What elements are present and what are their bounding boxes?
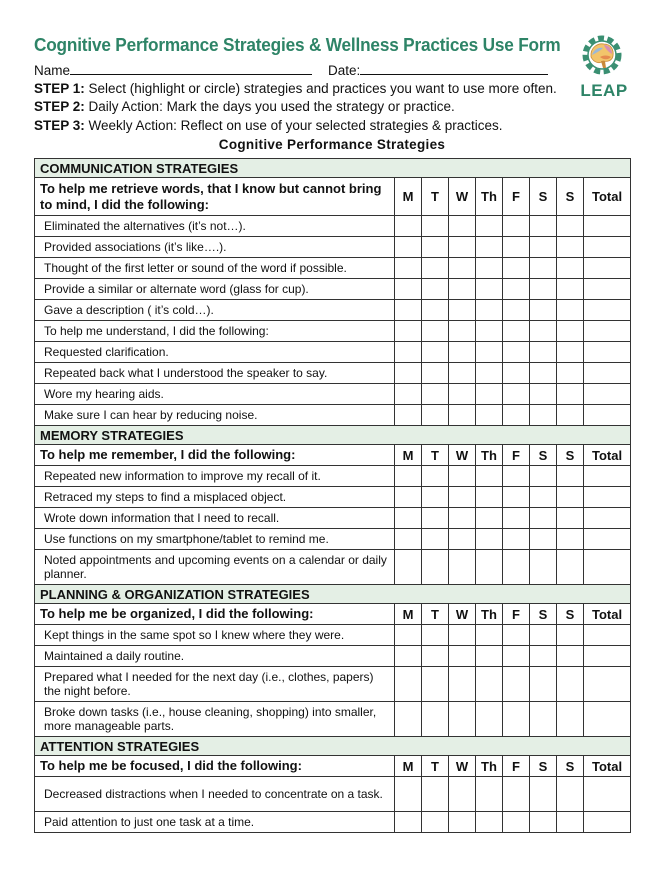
day-check-cell[interactable] <box>476 363 503 384</box>
day-check-cell[interactable] <box>530 529 557 550</box>
day-check-cell[interactable] <box>530 342 557 363</box>
day-check-cell[interactable] <box>530 812 557 833</box>
day-check-cell[interactable] <box>422 667 449 702</box>
day-check-cell[interactable] <box>476 508 503 529</box>
day-check-cell[interactable] <box>584 405 631 426</box>
day-header: Th <box>476 445 503 466</box>
day-check-cell[interactable] <box>422 529 449 550</box>
strategy-row <box>35 258 631 279</box>
day-check-cell[interactable] <box>557 702 584 737</box>
strategy-row <box>35 646 631 667</box>
day-check-cell[interactable] <box>476 646 503 667</box>
day-check-cell[interactable] <box>557 508 584 529</box>
section-prompt: To help me retrieve words, that I know but cannot bring to mind, I did the following: <box>35 178 395 216</box>
day-check-cell[interactable] <box>395 646 422 667</box>
day-check-cell[interactable] <box>584 508 631 529</box>
day-check-cell[interactable] <box>584 216 631 237</box>
day-check-cell[interactable] <box>395 625 422 646</box>
date-label: Date: <box>328 63 361 78</box>
day-check-cell[interactable] <box>503 321 530 342</box>
day-check-cell[interactable] <box>476 466 503 487</box>
day-check-cell[interactable] <box>530 321 557 342</box>
section-header <box>35 737 631 756</box>
day-check-cell[interactable] <box>584 702 631 737</box>
day-check-cell[interactable] <box>476 667 503 702</box>
day-check-cell[interactable] <box>395 384 422 405</box>
day-check-cell[interactable] <box>503 466 530 487</box>
day-check-cell[interactable] <box>584 529 631 550</box>
day-check-cell[interactable] <box>503 279 530 300</box>
strategy-row <box>35 363 631 384</box>
day-check-cell[interactable] <box>530 405 557 426</box>
strategy-label[interactable]: Maintained a daily routine. <box>35 646 395 667</box>
strategy-label[interactable]: Noted appointments and upcoming events on a calendar or daily planner. <box>35 550 395 585</box>
day-header: Th <box>476 756 503 777</box>
strategy-label[interactable]: Paid attention to just one task at a time. <box>35 812 395 833</box>
date-field[interactable] <box>360 62 548 75</box>
day-check-cell[interactable] <box>557 363 584 384</box>
column-header-row <box>35 445 631 466</box>
day-check-cell[interactable] <box>395 508 422 529</box>
section-header <box>35 585 631 604</box>
day-check-cell[interactable] <box>503 363 530 384</box>
day-check-cell[interactable] <box>584 342 631 363</box>
day-check-cell[interactable] <box>476 405 503 426</box>
day-check-cell[interactable] <box>422 812 449 833</box>
day-header: S <box>557 445 584 466</box>
day-check-cell[interactable] <box>422 625 449 646</box>
day-check-cell[interactable] <box>395 216 422 237</box>
day-check-cell[interactable] <box>395 702 422 737</box>
strategy-row <box>35 279 631 300</box>
day-check-cell[interactable] <box>422 216 449 237</box>
day-check-cell[interactable] <box>584 363 631 384</box>
day-check-cell[interactable] <box>557 667 584 702</box>
strategy-label[interactable]: Use functions on my smartphone/tablet to remind me. <box>35 529 395 550</box>
day-check-cell[interactable] <box>557 384 584 405</box>
day-check-cell[interactable] <box>503 702 530 737</box>
day-check-cell[interactable] <box>584 300 631 321</box>
day-check-cell[interactable] <box>476 529 503 550</box>
day-header: S <box>557 178 584 216</box>
day-check-cell[interactable] <box>530 216 557 237</box>
day-check-cell[interactable] <box>449 508 476 529</box>
day-check-cell[interactable] <box>422 646 449 667</box>
day-check-cell[interactable] <box>422 300 449 321</box>
section-header <box>35 426 631 445</box>
section-header <box>35 159 631 178</box>
day-check-cell[interactable] <box>476 487 503 508</box>
day-check-cell[interactable] <box>449 258 476 279</box>
strategies-table <box>34 158 631 833</box>
day-check-cell[interactable] <box>584 466 631 487</box>
day-check-cell[interactable] <box>557 258 584 279</box>
day-check-cell[interactable] <box>557 237 584 258</box>
day-check-cell[interactable] <box>503 216 530 237</box>
day-check-cell[interactable] <box>449 529 476 550</box>
strategy-row <box>35 702 631 737</box>
day-header: T <box>422 604 449 625</box>
day-header: S <box>530 756 557 777</box>
strategy-row <box>35 550 631 585</box>
column-header-row <box>35 756 631 777</box>
day-check-cell[interactable] <box>530 550 557 585</box>
day-check-cell[interactable] <box>422 279 449 300</box>
day-check-cell[interactable] <box>584 625 631 646</box>
day-check-cell[interactable] <box>557 342 584 363</box>
day-check-cell[interactable] <box>476 625 503 646</box>
day-header: T <box>422 178 449 216</box>
form-title: Cognitive Performance Strategies & Wellness Practices Use Form <box>34 34 561 55</box>
day-check-cell[interactable] <box>584 487 631 508</box>
day-check-cell[interactable] <box>422 405 449 426</box>
name-field[interactable] <box>70 62 312 75</box>
day-check-cell[interactable] <box>422 342 449 363</box>
leap-logo <box>576 33 632 103</box>
day-header: S <box>530 445 557 466</box>
strategy-row <box>35 777 631 812</box>
day-header: M <box>395 178 422 216</box>
strategy-label[interactable]: Make sure I can hear by reducing noise. <box>35 405 395 426</box>
strategy-row <box>35 625 631 646</box>
day-check-cell[interactable] <box>530 646 557 667</box>
strategy-row <box>35 487 631 508</box>
logo-text: LEAP <box>580 81 628 100</box>
strategy-label[interactable]: Provide a similar or alternate word (glass for cup). <box>35 279 395 300</box>
day-check-cell[interactable] <box>557 646 584 667</box>
day-check-cell[interactable] <box>476 702 503 737</box>
day-check-cell[interactable] <box>584 667 631 702</box>
day-check-cell[interactable] <box>395 237 422 258</box>
strategy-row <box>35 342 631 363</box>
day-check-cell[interactable] <box>557 300 584 321</box>
column-header-row <box>35 178 631 216</box>
day-header: W <box>449 178 476 216</box>
day-check-cell[interactable] <box>557 487 584 508</box>
day-check-cell[interactable] <box>584 812 631 833</box>
day-check-cell[interactable] <box>449 812 476 833</box>
day-check-cell[interactable] <box>449 300 476 321</box>
strategy-label[interactable]: Wore my hearing aids. <box>35 384 395 405</box>
day-check-cell[interactable] <box>449 646 476 667</box>
day-header: S <box>530 178 557 216</box>
day-check-cell[interactable] <box>503 258 530 279</box>
day-check-cell[interactable] <box>422 384 449 405</box>
day-check-cell[interactable] <box>557 777 584 812</box>
day-check-cell[interactable] <box>530 702 557 737</box>
day-check-cell[interactable] <box>476 321 503 342</box>
day-check-cell[interactable] <box>476 258 503 279</box>
column-header-row <box>35 604 631 625</box>
strategy-label[interactable]: Requested clarification. <box>35 342 395 363</box>
day-check-cell[interactable] <box>584 258 631 279</box>
day-check-cell[interactable] <box>557 529 584 550</box>
day-check-cell[interactable] <box>503 812 530 833</box>
day-check-cell[interactable] <box>584 279 631 300</box>
day-check-cell[interactable] <box>449 405 476 426</box>
day-check-cell[interactable] <box>449 777 476 812</box>
day-header: Total <box>584 178 631 216</box>
section-title: COMMUNICATION STRATEGIES <box>35 159 631 178</box>
day-check-cell[interactable] <box>584 777 631 812</box>
day-check-cell[interactable] <box>530 279 557 300</box>
day-check-cell[interactable] <box>395 321 422 342</box>
day-check-cell[interactable] <box>503 529 530 550</box>
strategy-row <box>35 405 631 426</box>
step-3: STEP 3: Weekly Action: Reflect on use of your selected strategies & practices. <box>34 118 503 133</box>
day-check-cell[interactable] <box>476 300 503 321</box>
day-check-cell[interactable] <box>422 487 449 508</box>
day-check-cell[interactable] <box>395 466 422 487</box>
day-header: W <box>449 604 476 625</box>
day-check-cell[interactable] <box>449 384 476 405</box>
day-header: Total <box>584 445 631 466</box>
day-check-cell[interactable] <box>395 550 422 585</box>
day-header: M <box>395 445 422 466</box>
day-header: T <box>422 445 449 466</box>
day-check-cell[interactable] <box>503 667 530 702</box>
day-header: S <box>530 604 557 625</box>
section-title: ATTENTION STRATEGIES <box>35 737 631 756</box>
day-header: T <box>422 756 449 777</box>
day-check-cell[interactable] <box>530 667 557 702</box>
day-check-cell[interactable] <box>557 550 584 585</box>
strategy-row <box>35 529 631 550</box>
day-check-cell[interactable] <box>422 237 449 258</box>
section-subtitle: Cognitive Performance Strategies <box>218 137 446 152</box>
day-check-cell[interactable] <box>530 300 557 321</box>
day-check-cell[interactable] <box>503 300 530 321</box>
strategy-row <box>35 812 631 833</box>
day-check-cell[interactable] <box>422 258 449 279</box>
day-check-cell[interactable] <box>584 321 631 342</box>
section-prompt: To help me be focused, I did the following: <box>35 756 395 777</box>
day-check-cell[interactable] <box>395 300 422 321</box>
day-check-cell[interactable] <box>449 667 476 702</box>
day-check-cell[interactable] <box>503 487 530 508</box>
strategy-label[interactable]: Gave a description ( it’s cold…). <box>35 300 395 321</box>
day-check-cell[interactable] <box>503 384 530 405</box>
day-check-cell[interactable] <box>449 550 476 585</box>
strategy-label[interactable]: Broke down tasks (i.e., house cleaning, shopping) into smaller, more manageable parts. <box>35 702 395 737</box>
day-check-cell[interactable] <box>476 237 503 258</box>
section-prompt: To help me remember, I did the following: <box>35 445 395 466</box>
day-check-cell[interactable] <box>530 777 557 812</box>
day-check-cell[interactable] <box>449 702 476 737</box>
day-check-cell[interactable] <box>449 487 476 508</box>
day-check-cell[interactable] <box>422 508 449 529</box>
day-check-cell[interactable] <box>557 405 584 426</box>
day-check-cell[interactable] <box>503 777 530 812</box>
day-check-cell[interactable] <box>557 279 584 300</box>
day-check-cell[interactable] <box>530 508 557 529</box>
day-check-cell[interactable] <box>476 384 503 405</box>
day-check-cell[interactable] <box>503 508 530 529</box>
day-check-cell[interactable] <box>449 237 476 258</box>
day-check-cell[interactable] <box>422 702 449 737</box>
day-check-cell[interactable] <box>503 405 530 426</box>
day-check-cell[interactable] <box>449 466 476 487</box>
day-check-cell[interactable] <box>395 363 422 384</box>
day-check-cell[interactable] <box>584 237 631 258</box>
day-check-cell[interactable] <box>422 550 449 585</box>
day-check-cell[interactable] <box>530 384 557 405</box>
day-header: S <box>557 604 584 625</box>
day-check-cell[interactable] <box>476 342 503 363</box>
day-check-cell[interactable] <box>530 466 557 487</box>
strategy-row <box>35 384 631 405</box>
day-check-cell[interactable] <box>422 363 449 384</box>
day-check-cell[interactable] <box>422 321 449 342</box>
strategy-row <box>35 300 631 321</box>
day-header: Total <box>584 756 631 777</box>
strategy-row <box>35 237 631 258</box>
day-check-cell[interactable] <box>395 487 422 508</box>
day-check-cell[interactable] <box>530 487 557 508</box>
day-check-cell[interactable] <box>476 550 503 585</box>
strategy-label[interactable]: Kept things in the same spot so I knew where they were. <box>35 625 395 646</box>
day-check-cell[interactable] <box>557 321 584 342</box>
day-check-cell[interactable] <box>584 384 631 405</box>
step-1: STEP 1: Select (highlight or circle) strategies and practices you want to use more often. <box>34 81 557 96</box>
day-header: F <box>503 178 530 216</box>
day-header: W <box>449 445 476 466</box>
day-header: Th <box>476 178 503 216</box>
day-check-cell[interactable] <box>449 342 476 363</box>
strategy-row <box>35 466 631 487</box>
strategy-label[interactable]: To help me understand, I did the following: <box>35 321 395 342</box>
strategy-label[interactable]: Repeated back what I understood the speaker to say. <box>35 363 395 384</box>
day-check-cell[interactable] <box>395 529 422 550</box>
day-check-cell[interactable] <box>557 625 584 646</box>
day-check-cell[interactable] <box>557 812 584 833</box>
day-check-cell[interactable] <box>503 342 530 363</box>
strategy-label[interactable]: Thought of the first letter or sound of the word if possible. <box>35 258 395 279</box>
day-check-cell[interactable] <box>449 625 476 646</box>
day-check-cell[interactable] <box>395 812 422 833</box>
day-header: S <box>557 756 584 777</box>
day-header: Th <box>476 604 503 625</box>
day-check-cell[interactable] <box>395 667 422 702</box>
day-check-cell[interactable] <box>530 625 557 646</box>
day-check-cell[interactable] <box>476 777 503 812</box>
day-check-cell[interactable] <box>395 405 422 426</box>
day-check-cell[interactable] <box>530 363 557 384</box>
day-check-cell[interactable] <box>476 216 503 237</box>
strategy-label[interactable]: Retraced my steps to find a misplaced object. <box>35 487 395 508</box>
day-header: F <box>503 604 530 625</box>
strategy-label[interactable]: Provided associations (it’s like….). <box>35 237 395 258</box>
day-check-cell[interactable] <box>503 550 530 585</box>
strategy-label[interactable]: Prepared what I needed for the next day (i.e., clothes, papers) the night before. <box>35 667 395 702</box>
name-date-line <box>34 62 548 78</box>
strategy-row <box>35 216 631 237</box>
day-check-cell[interactable] <box>557 216 584 237</box>
day-check-cell[interactable] <box>584 646 631 667</box>
day-check-cell[interactable] <box>422 466 449 487</box>
day-header: W <box>449 756 476 777</box>
day-check-cell[interactable] <box>476 812 503 833</box>
day-check-cell[interactable] <box>449 321 476 342</box>
day-check-cell[interactable] <box>395 777 422 812</box>
day-header: M <box>395 604 422 625</box>
day-check-cell[interactable] <box>530 237 557 258</box>
step-2: STEP 2: Daily Action: Mark the days you used the strategy or practice. <box>34 99 455 114</box>
strategy-label[interactable]: Wrote down information that I need to recall. <box>35 508 395 529</box>
day-check-cell[interactable] <box>395 279 422 300</box>
day-check-cell[interactable] <box>395 342 422 363</box>
day-check-cell[interactable] <box>449 363 476 384</box>
strategy-label[interactable]: Eliminated the alternatives (it’s not…). <box>35 216 395 237</box>
strategy-row <box>35 667 631 702</box>
day-header: F <box>503 756 530 777</box>
strategy-row <box>35 321 631 342</box>
day-check-cell[interactable] <box>530 258 557 279</box>
section-title: MEMORY STRATEGIES <box>35 426 631 445</box>
day-check-cell[interactable] <box>503 646 530 667</box>
strategy-label[interactable]: Decreased distractions when I needed to concentrate on a task. <box>35 777 395 812</box>
day-check-cell[interactable] <box>476 279 503 300</box>
day-header: F <box>503 445 530 466</box>
day-check-cell[interactable] <box>503 625 530 646</box>
day-check-cell[interactable] <box>584 550 631 585</box>
day-check-cell[interactable] <box>557 466 584 487</box>
day-check-cell[interactable] <box>449 279 476 300</box>
section-title: PLANNING & ORGANIZATION STRATEGIES <box>35 585 631 604</box>
day-check-cell[interactable] <box>395 258 422 279</box>
strategy-row <box>35 508 631 529</box>
strategy-label[interactable]: Repeated new information to improve my recall of it. <box>35 466 395 487</box>
day-check-cell[interactable] <box>503 237 530 258</box>
section-prompt: To help me be organized, I did the following: <box>35 604 395 625</box>
day-header: M <box>395 756 422 777</box>
day-check-cell[interactable] <box>449 216 476 237</box>
day-check-cell[interactable] <box>422 777 449 812</box>
name-label: Name <box>34 63 71 78</box>
brain-gear-icon <box>576 33 632 83</box>
day-header: Total <box>584 604 631 625</box>
